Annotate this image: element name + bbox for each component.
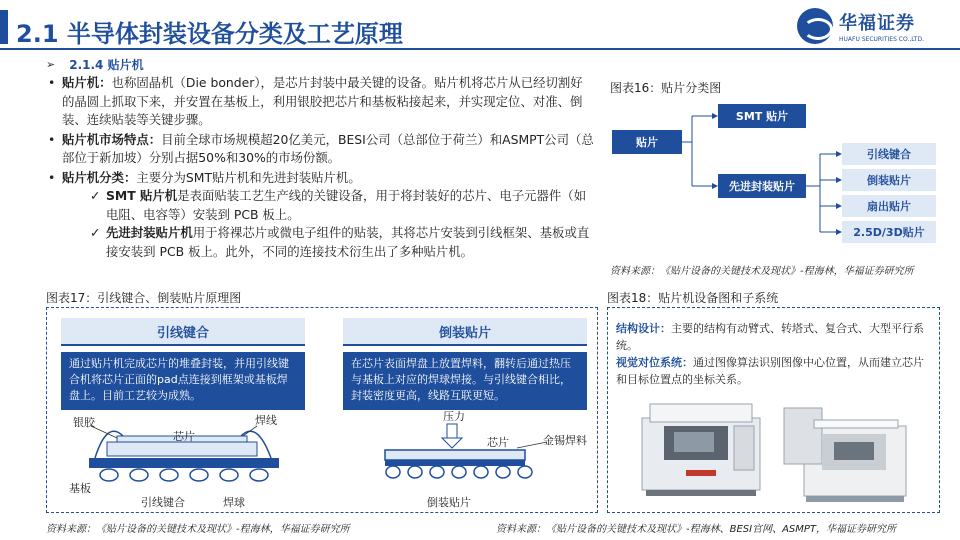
check-icon: ✓ <box>90 225 101 240</box>
label-chip: 芯片 <box>173 430 195 443</box>
machine-illustration-right <box>784 408 906 502</box>
logo-mark-icon <box>797 8 833 44</box>
tree-node-25d-3d: 2.5D/3D贴片 <box>842 221 936 243</box>
tree-node-flip-chip: 倒装贴片 <box>842 169 936 191</box>
bullet-item <box>46 131 594 168</box>
logo-en: HUAFU SECURITIES CO.,LTD. <box>838 36 924 43</box>
tree-node-fan-out: 扇出贴片 <box>842 195 936 217</box>
bullet-text: 目前全球市场规模超20亿美元，BESI公司（总部位于荷兰）和ASMPT公司（总部位于新加坡）分别占据50%和30%的市场份额。 <box>62 131 594 165</box>
flip-chip-desc: 在芯片表面焊盘上放置焊料，翻转后通过热压与基板上对应的焊球焊接。与引线键合相比，封装密度更高，线路互联更短。 <box>343 352 587 410</box>
label-substrate: 基板 <box>69 482 91 495</box>
wire-bond-desc: 通过贴片机完成芯片的堆叠封装，并用引线键合机将芯片正面的pad点连接到框架或基板焊盘上。目前工艺较为成熟。 <box>61 352 305 410</box>
fig16-source: 资料来源：《贴片设备的关键技术及现状》-程海林，华福证券研究所 <box>610 266 914 277</box>
bonding-diagrams <box>47 308 599 514</box>
fig17-caption: 图表17：引线键合、倒装贴片原理图 <box>46 291 242 305</box>
section-label: 2.1.4 贴片机 <box>69 58 144 72</box>
sub-bullet-head: SMT 贴片机 <box>106 188 178 203</box>
tree-node-wire-bond: 引线键合 <box>842 143 936 165</box>
text-column <box>46 54 594 261</box>
label-flip-chip: 芯片 <box>487 436 509 449</box>
label-wire-bonding: 引线键合 <box>141 496 185 509</box>
check-icon: ✓ <box>90 188 101 203</box>
label-bond-wire: 焊线 <box>255 414 277 427</box>
sub-bullet-item <box>46 187 594 224</box>
die-bonder-illustrations <box>608 308 941 514</box>
label-silver-glue: 银胶 <box>73 416 95 429</box>
tree-root-node: 贴片 <box>612 130 682 154</box>
tree-node-smt: SMT 贴片 <box>718 104 806 128</box>
classification-tree <box>610 96 940 256</box>
title-divider <box>0 48 960 50</box>
label-flip-chip-bonding: 倒装贴片 <box>427 496 471 509</box>
flip-chip-diagram <box>385 424 547 478</box>
bullet-head: 贴片机分类： <box>62 169 137 185</box>
sub-bullet-text: 用于将裸芯片或微电子组件的贴装，其将芯片安装到引线框架、基板或直接安装到 PCB 板上。此外，不同的连接技术衍生出了多种贴片机。 <box>106 225 590 259</box>
bullet-head: 贴片机市场特点： <box>62 131 162 147</box>
fig16-caption: 图表16：贴片分类图 <box>610 81 722 95</box>
section-arrow-icon: ➢ <box>46 58 56 71</box>
title-bar <box>0 0 960 54</box>
bullet-item <box>46 169 594 188</box>
bullet-text: 也称固晶机（Die bonder），是芯片封装中最关键的设备。贴片机将芯片从已经切割好的晶圆上抓取下来，并安置在基板上，利用银胶把芯片和基板粘接起来，并实现定位、对准、倒装、连续贴装等关键步骤。 <box>62 75 583 127</box>
flip-chip-title: 倒装贴片 <box>343 318 587 346</box>
subsystem-key: 视觉对位系统： <box>616 356 693 369</box>
company-logo <box>797 8 924 44</box>
label-au-sn-solder: 金锡焊料 <box>543 434 587 447</box>
sub-bullet-item <box>46 224 594 261</box>
fig18-caption: 图表18：贴片机设备图和子系统 <box>607 291 779 305</box>
subsystem-text: 通过图像算法识别图像中心位置，从而建立芯片和目标位置点的坐标关系。 <box>616 356 924 386</box>
equipment-figure <box>607 307 940 513</box>
sub-bullet-text: 是表面贴装工艺生产线的关键设备，用于将封装好的芯片、电子元器件（如电阻、电容等）安装到 PCB 板上。 <box>106 188 587 222</box>
subsystem-text: 主要的结构有动臂式、转塔式、复合式、大型平行系统。 <box>616 322 924 352</box>
bonding-principle-figure <box>46 307 598 513</box>
machine-illustration-left <box>642 404 760 496</box>
fig17-source: 资料来源：《贴片设备的关键技术及现状》-程海林，华福证券研究所 <box>46 524 350 535</box>
title-accent-bar <box>0 10 8 44</box>
bullet-text: 主要分为SMT贴片机和先进封装贴片机。 <box>136 169 361 185</box>
section-heading <box>46 56 594 73</box>
logo-cn: 华福证券 <box>838 13 915 34</box>
wire-bond-title: 引线键合 <box>61 318 305 346</box>
fig18-source: 资料来源：《贴片设备的关键技术及现状》-程海林、BESI官网、ASMPT，华福证券研究所 <box>496 524 897 535</box>
label-solder-ball: 焊球 <box>223 496 245 509</box>
bullet-item <box>46 74 594 130</box>
bullet-head: 贴片机： <box>62 75 112 90</box>
subsystem-key: 结构设计： <box>616 322 671 335</box>
label-pressure: 压力 <box>443 410 465 423</box>
tree-node-advanced: 先进封装贴片 <box>718 174 806 198</box>
page-title: 2.1 半导体封装设备分类及工艺原理 <box>16 20 403 48</box>
sub-bullet-head: 先进封装贴片机 <box>106 225 193 240</box>
